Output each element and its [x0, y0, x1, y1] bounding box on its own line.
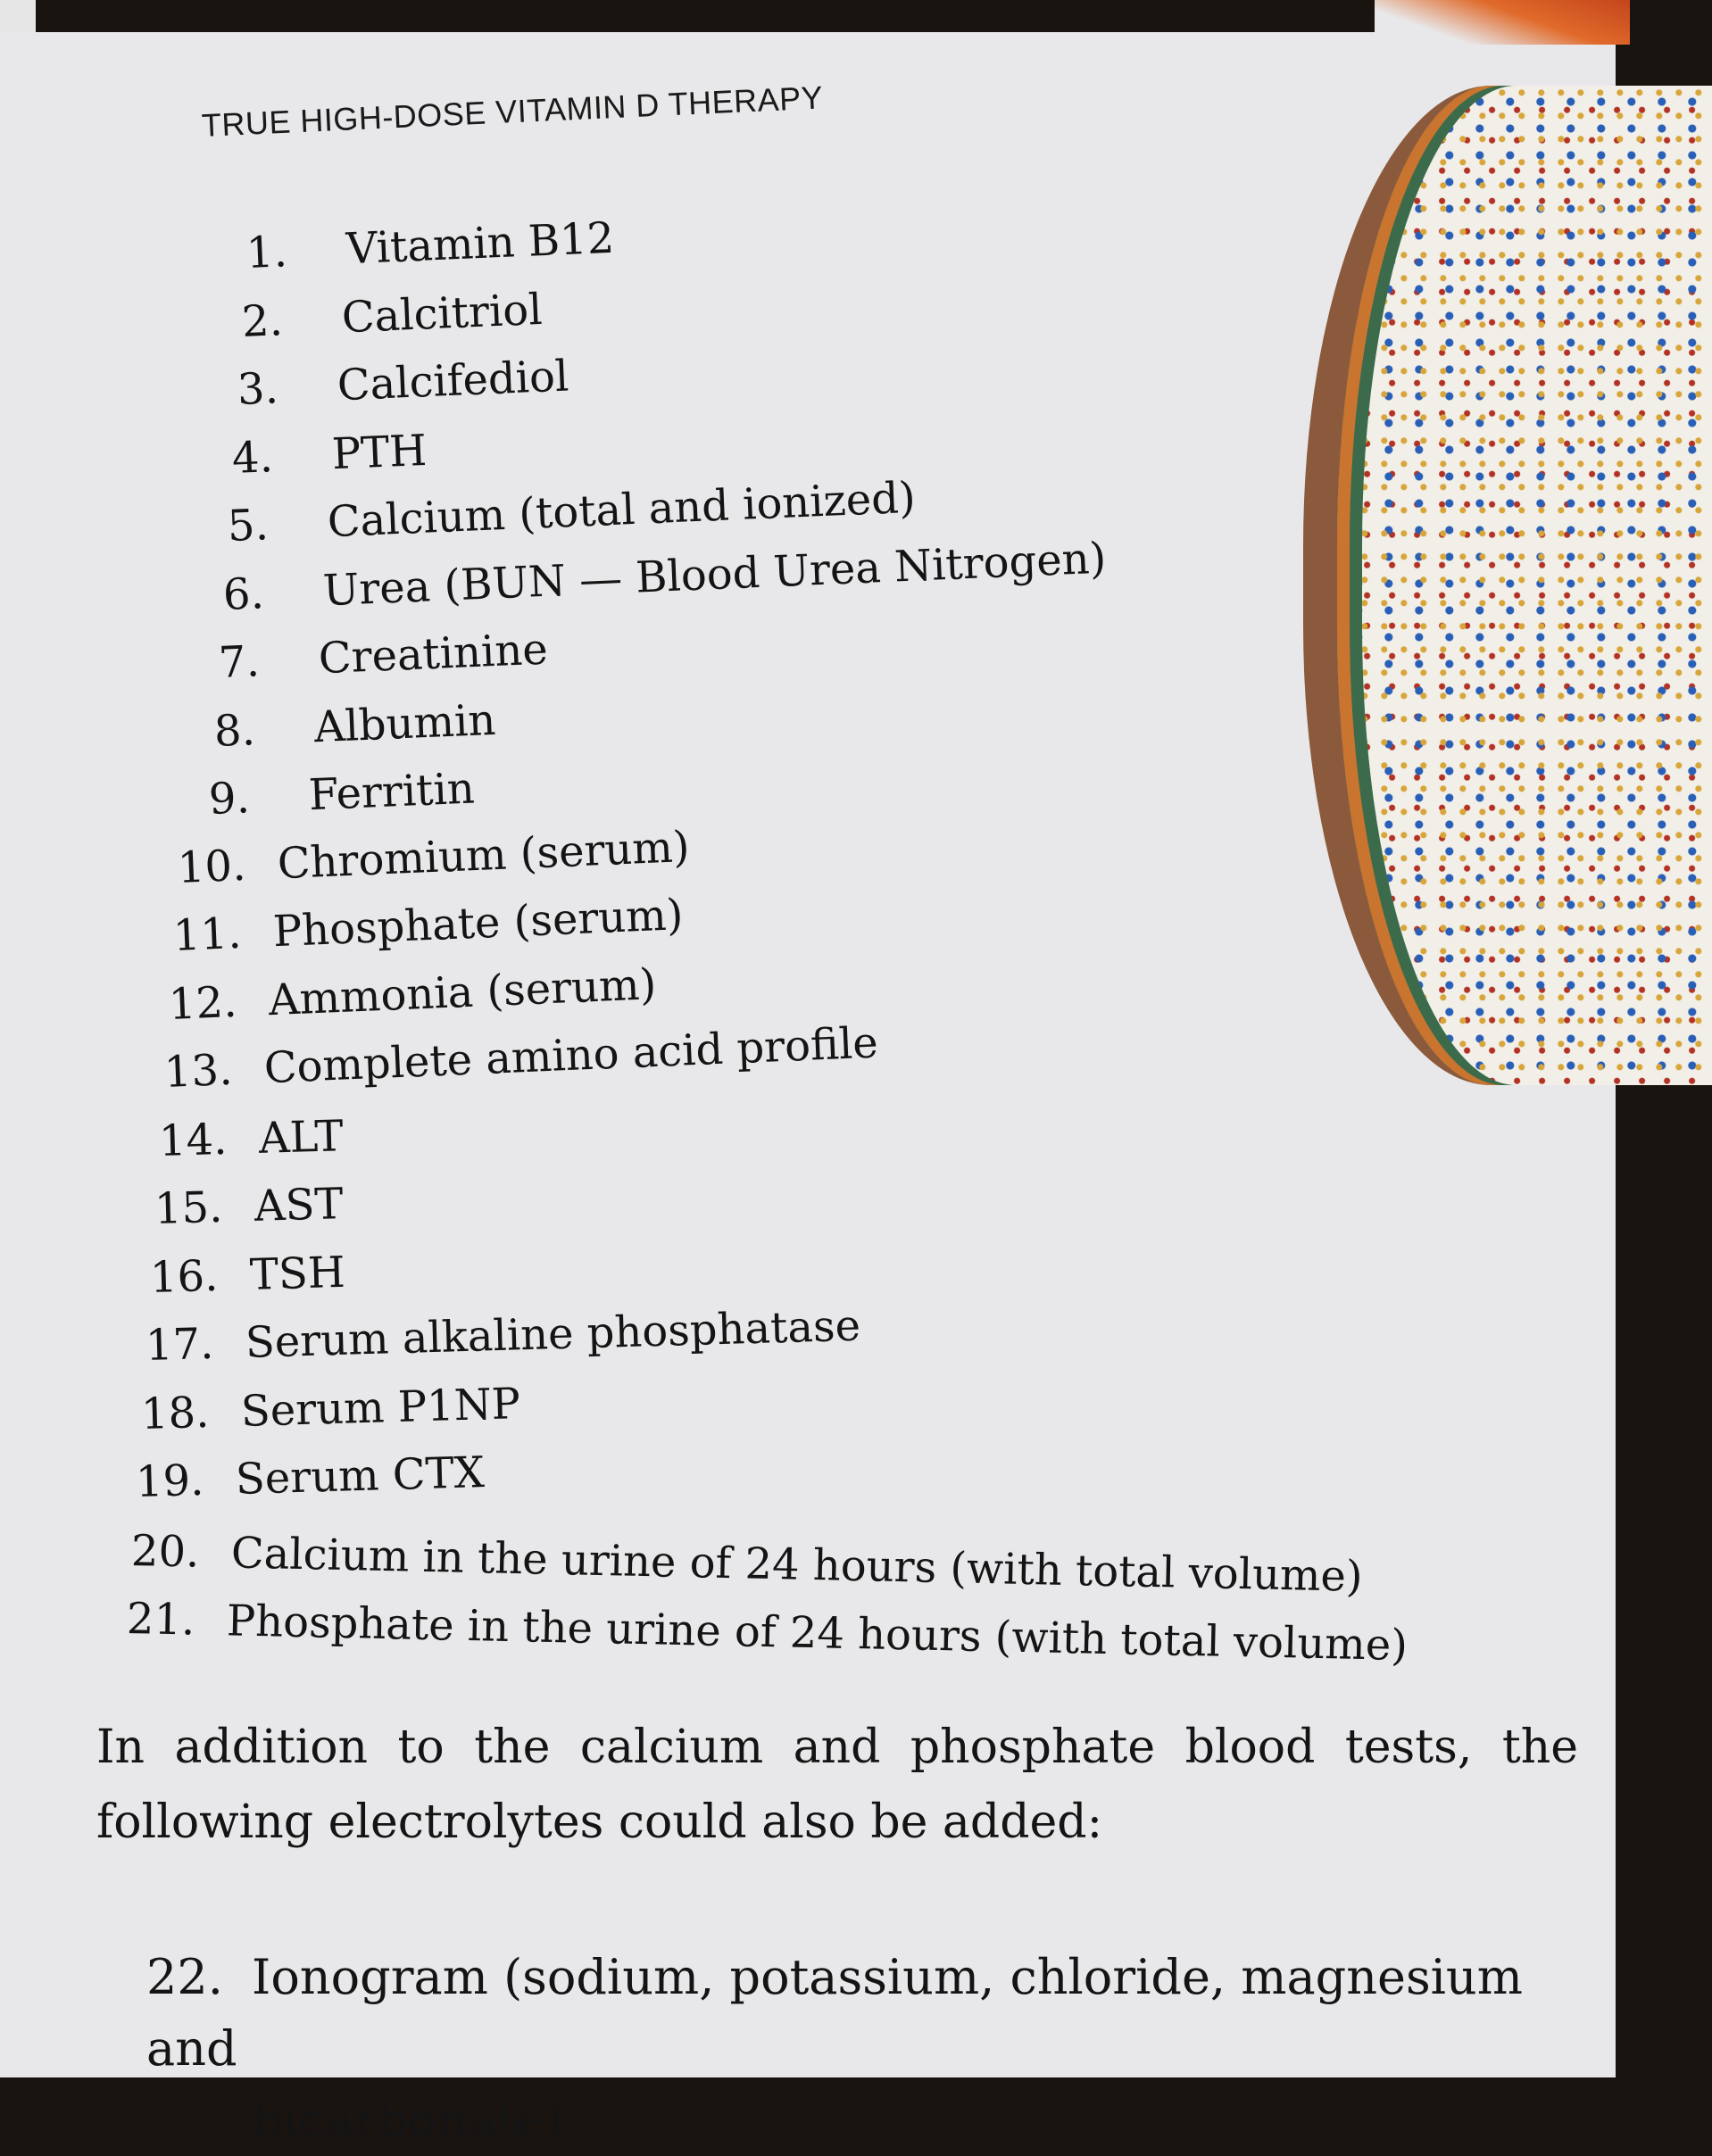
list-item: 14. ALT [158, 1110, 345, 1166]
document-page [0, 32, 1616, 2148]
list-item: 13. Complete amino acid profile [162, 1017, 879, 1098]
list-item: 8. Albumin [212, 694, 496, 757]
electrolytes-paragraph: In addition to the calcium and phosphate blood tests, the following electrolytes could also be added: [96, 1721, 1578, 1849]
page-fold [1375, 0, 1630, 45]
list-item: 18. Serum P1NP [139, 1378, 521, 1439]
list-item: 16. TSH [149, 1247, 346, 1303]
list-item-ionogram: 22. Ionogram (sodium, potassium, chloride, magnesium and bicarbonate) [146, 1949, 1523, 2148]
list-item: 4. PTH [231, 425, 428, 484]
document-body [0, 32, 1616, 2148]
list-item: 12. Ammonia (serum) [167, 958, 658, 1030]
list-item: 17. Serum alkaline phosphatase [145, 1300, 861, 1371]
list-item: 20. Calcium in the urine of 24 hours (with total volume) [130, 1525, 1364, 1602]
list-item: 5. Calcium (total and ionized) [227, 472, 917, 551]
document-title: TRUE HIGH-DOSE VITAMIN D THERAPY [201, 79, 824, 144]
list-item: 15. AST [154, 1179, 345, 1234]
list-item: 21. Phosphate in the urine of 24 hours (with total volume) [126, 1594, 1409, 1671]
list-item: 6. Urea (BUN — Blood Urea Nitrogen) [221, 533, 1108, 620]
page-corner [0, 0, 36, 32]
list-item: 2. Calcitriol [240, 284, 544, 347]
list-item: 11. Phosphate (serum) [171, 890, 685, 961]
list-item: 3. Calcifediol [236, 351, 569, 415]
list-item: 1. Vitamin B12 [245, 212, 616, 278]
list-item: 19. Serum CTX [135, 1447, 486, 1507]
list-item: 9. Ferritin [208, 763, 477, 825]
list-item: 10. Chromium (serum) [177, 821, 691, 893]
list-item: 7. Creatinine [217, 624, 549, 688]
